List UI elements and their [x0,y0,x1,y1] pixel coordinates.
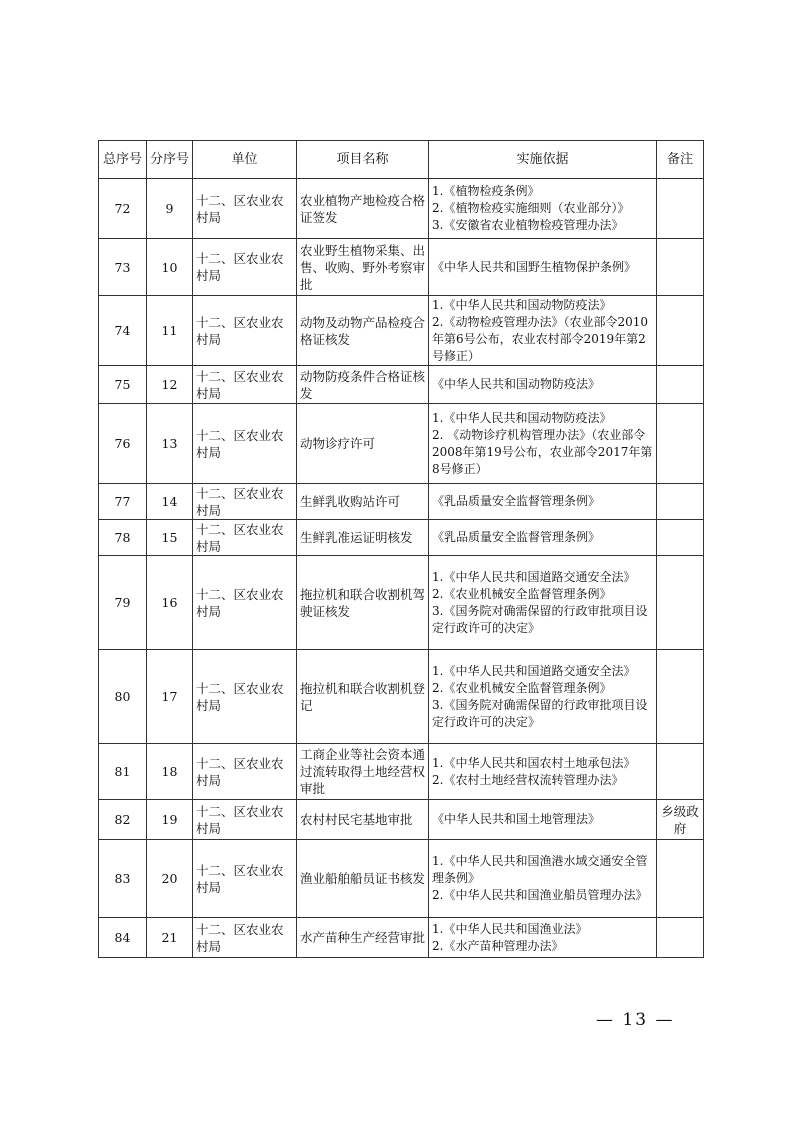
table-row [99,484,704,520]
unit-cell: 十二、区农业农村局 [193,556,297,650]
sub-index-cell: 10 [147,239,193,296]
basis-cell [429,366,657,404]
sub-index-cell: 19 [147,800,193,840]
unit-cell: 十二、区农业农村局 [193,239,297,296]
basis-cell [429,840,657,918]
basis-line: 1.《中华人民共和国渔港水域交通安全管理条例》 [432,854,648,885]
basis-line: 2.《动物检疫管理办法》（农业部令2010年第6号公布，农业农村部令2019年第2号修正） [432,314,648,363]
total-index-cell: 81 [99,744,147,800]
total-index-cell: 75 [99,366,147,404]
basis-line: 2. 《动物诊疗机构管理办法》（农业部令2008年第19号公布，农业部令2017年第8号修正） [432,427,653,476]
note-cell [657,366,704,404]
note-cell [657,918,704,958]
total-index-cell: 80 [99,650,147,744]
total-index-cell: 72 [99,179,147,239]
basis-line: 1.《中华人民共和国动物防疫法》 [432,297,612,312]
item-name-cell: 生鲜乳准运证明核发 [297,520,429,556]
basis-line: 1.《中华人民共和国道路交通安全法》 [432,569,636,584]
total-index-cell: 73 [99,239,147,296]
note-cell [657,556,704,650]
unit-cell: 十二、区农业农村局 [193,520,297,556]
table-row [99,556,704,650]
unit-cell: 十二、区农业农村局 [193,366,297,404]
sub-index-cell: 12 [147,366,193,404]
sub-index-cell: 16 [147,556,193,650]
unit-cell: 十二、区农业农村局 [193,840,297,918]
note-cell: 乡级政府 [657,800,704,840]
basis-line: 2.《中华人民共和国渔业船员管理办法》 [432,888,648,902]
unit-cell: 十二、区农业农村局 [193,744,297,800]
basis-line: 3.《国务院对确需保留的行政审批项目设定行政许可的决定》 [432,603,648,635]
note-cell [657,239,704,296]
table-row [99,800,704,840]
basis-line: 2.《农村土地经营权流转管理办法》 [432,772,624,787]
basis-cell [429,556,657,650]
unit-cell: 十二、区农业农村局 [193,800,297,840]
table-row [99,404,704,484]
table-row [99,239,704,296]
basis-line: 1.《植物检疫条例》 [432,184,540,198]
unit-cell: 十二、区农业农村局 [193,650,297,744]
basis-cell [429,296,657,366]
note-cell [657,484,704,520]
unit-cell: 十二、区农业农村局 [193,484,297,520]
header-row [99,141,704,179]
table-row [99,650,704,744]
basis-line: 《中华人民共和国野生植物保护条例》 [432,259,637,274]
table-row [99,744,704,800]
note-cell [657,744,704,800]
header-item-name: 项目名称 [297,141,429,179]
total-index-cell: 77 [99,484,147,520]
basis-line: 1.《中华人民共和国渔业法》 [432,921,588,936]
basis-cell [429,744,657,800]
basis-cell [429,404,657,484]
total-index-cell: 76 [99,404,147,484]
item-name-cell: 农村村民宅基地审批 [297,800,429,840]
item-name-cell: 拖拉机和联合收割机驾驶证核发 [297,556,429,650]
item-name-cell: 农业植物产地检疫合格证签发 [297,179,429,239]
basis-line: 《中华人民共和国土地管理法》 [432,812,601,826]
basis-line: 2.《农业机械安全监督管理条例》 [432,680,612,695]
basis-line: 3.《安徽省农业植物检疫管理办法》 [432,218,624,232]
note-cell [657,840,704,918]
item-name-cell: 水产苗种生产经营审批 [297,918,429,958]
table-row [99,296,704,366]
total-index-cell: 74 [99,296,147,366]
basis-line: 2.《植物检疫实施细则（农业部分）》 [432,201,630,215]
sub-index-cell: 20 [147,840,193,918]
basis-line: 2.《农业机械安全监督管理条例》 [432,586,612,601]
item-name-cell: 动物诊疗许可 [297,404,429,484]
total-index-cell: 79 [99,556,147,650]
unit-cell: 十二、区农业农村局 [193,918,297,958]
table-row [99,179,704,239]
licensing-table [98,140,704,958]
basis-cell [429,239,657,296]
item-name-cell: 渔业船舶船员证书核发 [297,840,429,918]
header-total-index: 总序号 [99,141,147,179]
basis-cell [429,650,657,744]
item-name-cell: 生鲜乳收购站许可 [297,484,429,520]
unit-cell: 十二、区农业农村局 [193,404,297,484]
item-name-cell: 动物及动物产品检疫合格证核发 [297,296,429,366]
sub-index-cell: 17 [147,650,193,744]
basis-line: 《乳品质量安全监督管理条例》 [432,494,601,508]
basis-line: 《乳品质量安全监督管理条例》 [432,530,601,544]
basis-line: 3.《国务院对确需保留的行政审批项目设定行政许可的决定》 [432,697,648,729]
sub-index-cell: 14 [147,484,193,520]
basis-line: 1.《中华人民共和国道路交通安全法》 [432,663,636,678]
basis-line: 2.《水产苗种管理办法》 [432,938,564,953]
total-index-cell: 82 [99,800,147,840]
sub-index-cell: 15 [147,520,193,556]
note-cell [657,650,704,744]
basis-line: 1.《中华人民共和国动物防疫法》 [432,410,612,425]
unit-cell: 十二、区农业农村局 [193,179,297,239]
header-basis: 实施依据 [429,141,657,179]
item-name-cell: 动物防疫条件合格证核发 [297,366,429,404]
item-name-cell: 工商企业等社会资本通过流转取得土地经营权审批 [297,744,429,800]
sub-index-cell: 18 [147,744,193,800]
note-cell [657,404,704,484]
basis-line: 《中华人民共和国动物防疫法》 [432,377,601,391]
note-cell [657,296,704,366]
header-sub-index: 分序号 [147,141,193,179]
item-name-cell: 拖拉机和联合收割机登记 [297,650,429,744]
table-row [99,520,704,556]
table-row [99,918,704,958]
basis-cell [429,918,657,958]
basis-cell [429,179,657,239]
sub-index-cell: 9 [147,179,193,239]
total-index-cell: 83 [99,840,147,918]
sub-index-cell: 21 [147,918,193,958]
unit-cell: 十二、区农业农村局 [193,296,297,366]
basis-cell [429,520,657,556]
basis-cell [429,484,657,520]
table-row [99,366,704,404]
basis-cell [429,800,657,840]
page-number: — 13 — [596,1010,675,1030]
header-note: 备注 [657,141,704,179]
basis-line: 1.《中华人民共和国农村土地承包法》 [432,755,636,770]
sub-index-cell: 13 [147,404,193,484]
note-cell [657,520,704,556]
total-index-cell: 78 [99,520,147,556]
note-cell [657,179,704,239]
sub-index-cell: 11 [147,296,193,366]
header-unit: 单位 [193,141,297,179]
total-index-cell: 84 [99,918,147,958]
table-row [99,840,704,918]
item-name-cell: 农业野生植物采集、出售、收购、野外考察审批 [297,239,429,296]
